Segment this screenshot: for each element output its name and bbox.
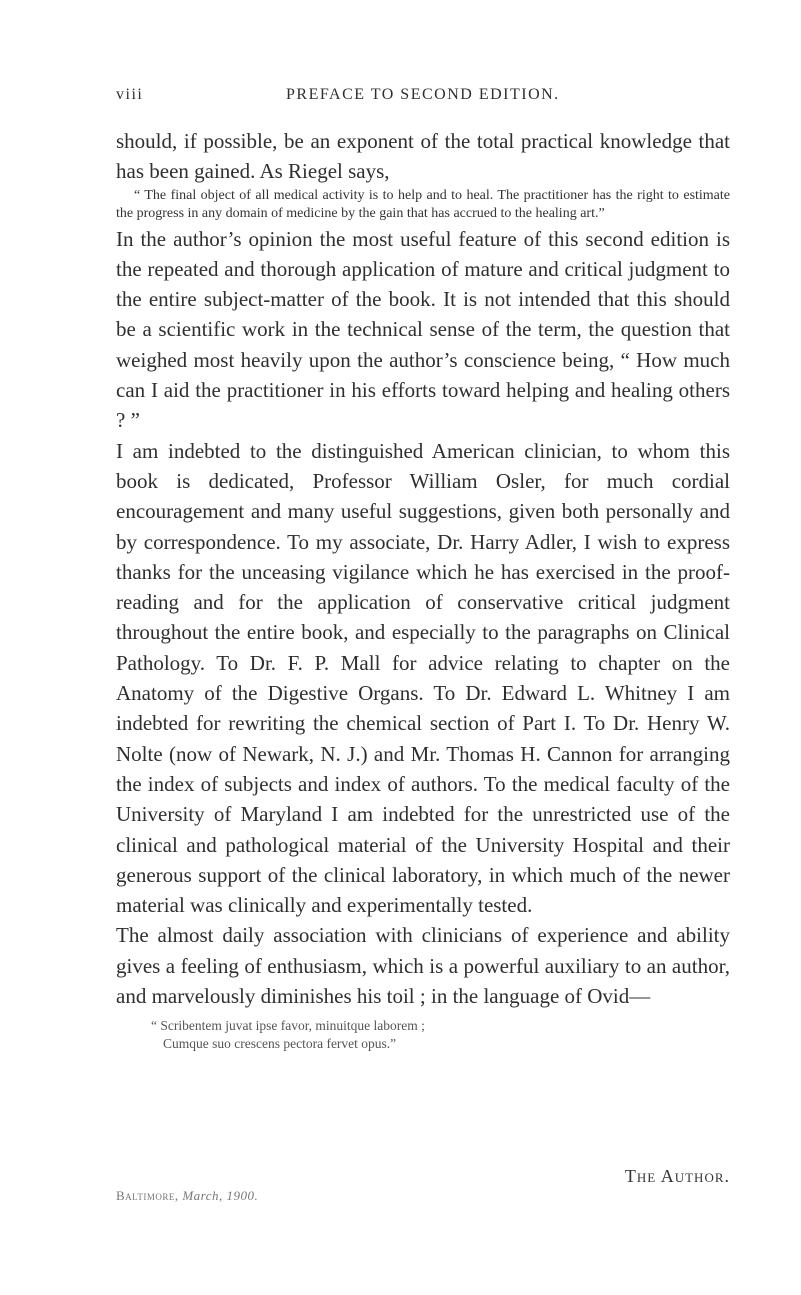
page-number: viii xyxy=(116,86,144,103)
paragraph-intro: should, if possible, be an exponent of the total practical knowledge that has been gained. As Riegel says, xyxy=(116,129,730,184)
latin-quote xyxy=(116,1017,730,1053)
body-text xyxy=(116,126,730,1053)
latin-line-1: “ Scribentem juvat ipse favor, minuitque laborem ; xyxy=(151,1018,425,1034)
place: Baltimore, xyxy=(116,1188,179,1203)
place-date xyxy=(116,1188,258,1204)
paragraph-ovid: The almost daily association with clinicians of experience and ability gives a feeling of enthusiasm, which is a powerful auxiliary to an author, and marvelously diminishes his toil ; in the language of Ovid— xyxy=(116,923,730,1009)
author-signature: The Author. xyxy=(624,1166,730,1186)
quote-riegel: “ The final object of all medical activity is to help and to heal. The practitioner has the right to estimate the progress in any domain of medicine by the gain that has accrued to the healing art.” xyxy=(116,187,730,222)
running-head xyxy=(116,86,726,112)
running-title: PREFACE TO SECOND EDITION. xyxy=(286,86,560,103)
latin-line-2: Cumque suo crescens pectora fervet opus.” xyxy=(163,1036,397,1052)
paragraph-thanks: I am indebted to the distinguished American clinician, to whom this book is dedicated, Professor William Osler, for much cordial encouragement and many useful suggestions, given both personally and by correspondence. To my associate, Dr. Harry Adler, I wish to express thanks for the unceasing vigilance which he has exercised in the proof-reading and for the application of conservative critical judgment throughout the entire book, and especially to the paragraphs on Clinical Pathology. To Dr. F. P. Mall for advice relating to chapter on the Anatomy of the Digestive Organs. To Dr. Edward L. Whitney I am indebted for rewriting the chemical section of Part I. To Dr. Henry W. Nolte (now of Newark, N. J.) and Mr. Thomas H. Cannon for arranging the index of subjects and index of authors. To the medical faculty of the University of Maryland I am indebted for the unrestricted use of the clinical and pathological material of the University Hospital and their generous support of the clinical laboratory, in which much of the newer material was clinically and experimentally tested. xyxy=(116,438,730,918)
date: March, 1900. xyxy=(182,1188,259,1203)
paragraph-opinion: In the author’s opinion the most useful feature of this second edition is the repeated and thorough application of mature and critical judgment to the entire subject-matter of the book. It is not intended that this should be a scientific work in the technical sense of the term, the question that weighed most heavily upon the author’s conscience being, “ How much can I aid the practitioner in his efforts toward helping and healing others ? ” xyxy=(116,226,730,433)
signoff xyxy=(116,1166,730,1206)
